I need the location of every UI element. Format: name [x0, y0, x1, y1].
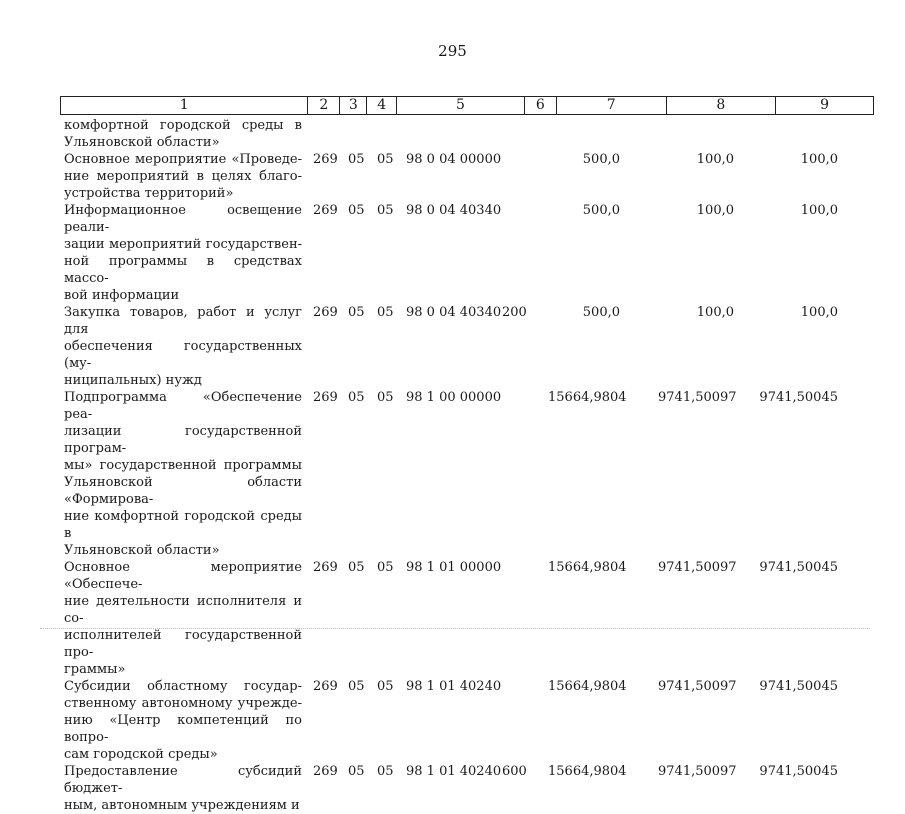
header-col-5: 5 [397, 97, 525, 114]
row-value-col-8: 100,0 [696, 203, 734, 218]
page-number: 295 [438, 42, 467, 60]
row-code-col-6: 600 [502, 764, 527, 779]
row-value-col-7: 15664,9804 [548, 560, 627, 575]
description-line: ниципальных) нужд [64, 373, 202, 388]
table-row [0, 559, 905, 678]
row-code-col-2: 269 [313, 679, 338, 694]
table-header-row [60, 96, 874, 115]
header-col-4: 4 [367, 97, 397, 114]
row-code-col-6: 200 [502, 305, 527, 320]
row-description [64, 678, 302, 763]
header-col-2: 2 [308, 97, 340, 114]
row-code-col-3: 05 [348, 305, 365, 320]
description-line: Ульяновской области» [64, 135, 220, 150]
row-description [64, 151, 302, 202]
row-code-col-5: 98 0 04 40340 [406, 203, 502, 218]
scan-edge-divider [40, 628, 870, 630]
row-value-col-7: 15664,9804 [548, 764, 627, 779]
description-line: граммы» [64, 662, 126, 677]
header-col-7: 7 [557, 97, 667, 114]
description-line: вой информации [64, 288, 180, 303]
header-col-1: 1 [61, 97, 308, 114]
table-row [0, 151, 905, 202]
description-line: ние комфортной городской среды в [64, 509, 302, 541]
row-code-col-5: 98 0 04 00000 [406, 152, 502, 167]
description-line: ным, автономным учреждениям и [64, 798, 300, 813]
row-code-col-2: 269 [313, 560, 338, 575]
row-code-col-2: 269 [313, 203, 338, 218]
row-value-col-7: 500,0 [582, 305, 620, 320]
description-line: обеспечения государственных (му- [64, 339, 302, 371]
description-line: Ульяновской области» [64, 543, 220, 558]
table-row [0, 202, 905, 304]
row-value-col-8: 9741,50097 [658, 764, 737, 779]
description-line: исполнителей государственной про- [64, 628, 302, 660]
description-line: Подпрограмма «Обеспечение реа- [64, 390, 302, 422]
row-code-col-4: 05 [377, 305, 394, 320]
description-line: сам городской среды» [64, 747, 218, 762]
description-line: Основное мероприятие «Обеспече- [64, 560, 302, 592]
row-value-col-8: 100,0 [696, 305, 734, 320]
description-line: устройства территорий» [64, 186, 234, 201]
row-code-col-4: 05 [377, 152, 394, 167]
description-line: Информационное освещение реали- [64, 203, 302, 235]
description-line: ственному автономному учрежде- [64, 696, 302, 711]
description-line: Ульяновской области «Формирова- [64, 475, 302, 507]
description-line: ние мероприятий в целях благо- [64, 169, 302, 184]
row-code-col-3: 05 [348, 560, 365, 575]
row-code-col-4: 05 [377, 203, 394, 218]
row-code-col-4: 05 [377, 764, 394, 779]
description-line: Закупка товаров, работ и услуг для [64, 305, 302, 337]
table-row [0, 304, 905, 389]
row-value-col-8: 9741,50097 [658, 390, 737, 405]
header-col-8: 8 [667, 97, 777, 114]
row-code-col-5: 98 1 01 40240 [406, 764, 502, 779]
row-value-col-7: 500,0 [582, 152, 620, 167]
row-description [64, 202, 302, 304]
table-body [0, 117, 905, 814]
row-code-col-4: 05 [377, 560, 394, 575]
row-code-col-3: 05 [348, 203, 365, 218]
row-code-col-2: 269 [313, 305, 338, 320]
row-code-col-3: 05 [348, 764, 365, 779]
description-line: лизации государственной програм- [64, 424, 302, 456]
row-value-col-9: 100,0 [800, 152, 838, 167]
description-line: мы» государственной программы [64, 458, 302, 473]
row-value-col-7: 15664,9804 [548, 390, 627, 405]
description-line: Субсидии областному государ- [64, 679, 302, 694]
row-description [64, 117, 302, 151]
row-code-col-3: 05 [348, 679, 365, 694]
header-col-9: 9 [820, 97, 830, 113]
row-value-col-7: 15664,9804 [548, 679, 627, 694]
table-row [0, 117, 905, 151]
table-row [0, 389, 905, 559]
description-line: ние деятельности исполнителя и со- [64, 594, 302, 626]
row-code-col-3: 05 [348, 390, 365, 405]
row-description [64, 559, 302, 678]
description-line: Основное мероприятие «Проведе- [64, 152, 302, 167]
row-value-col-8: 9741,50097 [658, 560, 737, 575]
row-value-col-8: 9741,50097 [658, 679, 737, 694]
row-description [64, 763, 302, 814]
row-code-col-5: 98 1 00 00000 [406, 390, 502, 405]
row-value-col-9: 100,0 [800, 203, 838, 218]
row-code-col-5: 98 0 04 40340 [406, 305, 502, 320]
row-value-col-7: 500,0 [582, 203, 620, 218]
table-row [0, 678, 905, 763]
row-code-col-2: 269 [313, 764, 338, 779]
row-code-col-5: 98 1 01 40240 [406, 679, 502, 694]
header-col-6: 6 [525, 97, 557, 114]
row-value-col-9: 100,0 [800, 305, 838, 320]
description-line: ной программы в средствах массо- [64, 254, 302, 286]
row-value-col-9: 9741,50045 [759, 679, 838, 694]
description-line: зации мероприятий государствен- [64, 237, 302, 252]
description-line: Предоставление субсидий бюджет- [64, 764, 302, 796]
row-value-col-9: 9741,50045 [759, 560, 838, 575]
row-code-col-4: 05 [377, 390, 394, 405]
row-value-col-9: 9741,50045 [759, 764, 838, 779]
row-description [64, 304, 302, 389]
header-col-3: 3 [340, 97, 367, 114]
row-description [64, 389, 302, 559]
description-line: комфортной городской среды в [64, 118, 302, 133]
description-line: нию «Центр компетенций по вопро- [64, 713, 302, 745]
row-value-col-8: 100,0 [696, 152, 734, 167]
row-code-col-3: 05 [348, 152, 365, 167]
row-code-col-2: 269 [313, 152, 338, 167]
row-code-col-4: 05 [377, 679, 394, 694]
table-row [0, 763, 905, 814]
row-code-col-5: 98 1 01 00000 [406, 560, 502, 575]
row-value-col-9: 9741,50045 [759, 390, 838, 405]
row-code-col-2: 269 [313, 390, 338, 405]
